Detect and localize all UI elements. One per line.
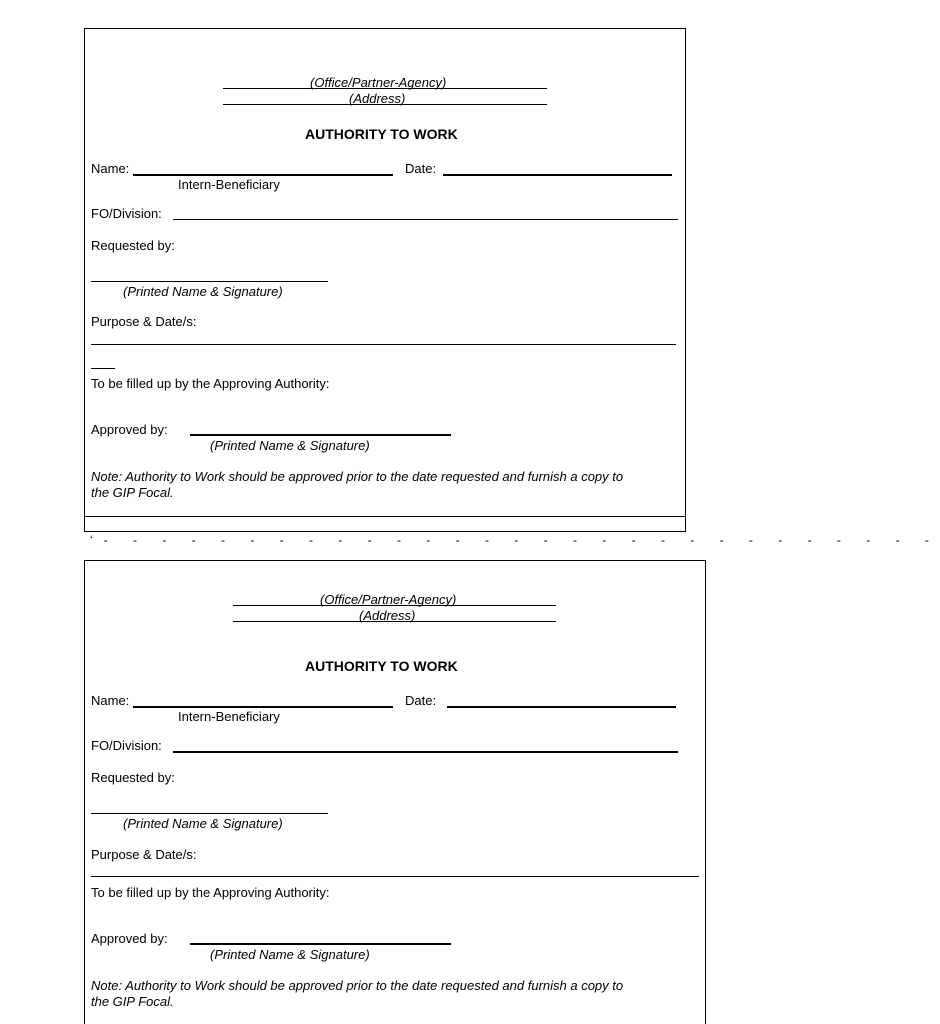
name-sub-label: Intern-Beneficiary xyxy=(178,709,280,724)
purpose-field[interactable] xyxy=(91,876,699,877)
note-line-2: the GIP Focal. xyxy=(91,485,174,500)
purpose-field-continuation[interactable] xyxy=(91,368,115,369)
purpose-field[interactable] xyxy=(91,344,676,345)
authority-form-1 xyxy=(84,28,686,532)
approving-authority-label: To be filled up by the Approving Authority: xyxy=(91,376,330,391)
address-label: (Address) xyxy=(349,91,406,106)
note-line-2: the GIP Focal. xyxy=(91,994,174,1009)
fo-division-field[interactable] xyxy=(173,219,678,220)
name-sub-label: Intern-Beneficiary xyxy=(178,177,280,192)
date-field[interactable] xyxy=(447,706,676,708)
cut-line: ‘- - - - - - - - - - - - - - - - - - - - - - - - - - - - - xyxy=(90,533,940,547)
name-field[interactable] xyxy=(133,174,393,176)
form-title: AUTHORITY TO WORK xyxy=(305,126,458,142)
requested-by-field[interactable] xyxy=(91,281,328,282)
requested-printed-signature-label: (Printed Name & Signature) xyxy=(123,816,283,831)
approving-authority-label: To be filled up by the Approving Authority: xyxy=(91,885,330,900)
name-label: Name: xyxy=(91,161,130,176)
name-field[interactable] xyxy=(133,706,393,708)
fo-division-label: FO/Division: xyxy=(91,738,162,753)
requested-printed-signature-label: (Printed Name & Signature) xyxy=(123,284,283,299)
name-label: Name: xyxy=(91,693,130,708)
purpose-label: Purpose & Date/s: xyxy=(91,314,197,329)
form-bottom-rule xyxy=(85,516,685,517)
approved-by-field[interactable] xyxy=(190,943,451,945)
office-label: (Office/Partner-Agency) xyxy=(320,592,457,607)
form-title: AUTHORITY TO WORK xyxy=(305,658,458,674)
requested-by-field[interactable] xyxy=(91,813,328,814)
requested-by-label: Requested by: xyxy=(91,238,175,253)
approved-printed-signature-label: (Printed Name & Signature) xyxy=(210,947,370,962)
approved-by-field[interactable] xyxy=(190,434,451,436)
authority-form-2 xyxy=(84,560,706,1024)
note-line-1: Note: Authority to Work should be approved prior to the date requested and furnish a copy to xyxy=(91,469,624,484)
note-line-1: Note: Authority to Work should be approved prior to the date requested and furnish a copy to xyxy=(91,978,624,993)
office-label: (Office/Partner-Agency) xyxy=(310,75,447,90)
fo-division-label: FO/Division: xyxy=(91,206,162,221)
fo-division-field[interactable] xyxy=(173,751,678,753)
address-label: (Address) xyxy=(359,608,416,623)
date-label: Date: xyxy=(405,693,437,708)
approved-by-label: Approved by: xyxy=(91,422,168,437)
purpose-label: Purpose & Date/s: xyxy=(91,847,197,862)
requested-by-label: Requested by: xyxy=(91,770,175,785)
approved-printed-signature-label: (Printed Name & Signature) xyxy=(210,438,370,453)
approved-by-label: Approved by: xyxy=(91,931,168,946)
date-field[interactable] xyxy=(443,174,672,176)
date-label: Date: xyxy=(405,161,437,176)
